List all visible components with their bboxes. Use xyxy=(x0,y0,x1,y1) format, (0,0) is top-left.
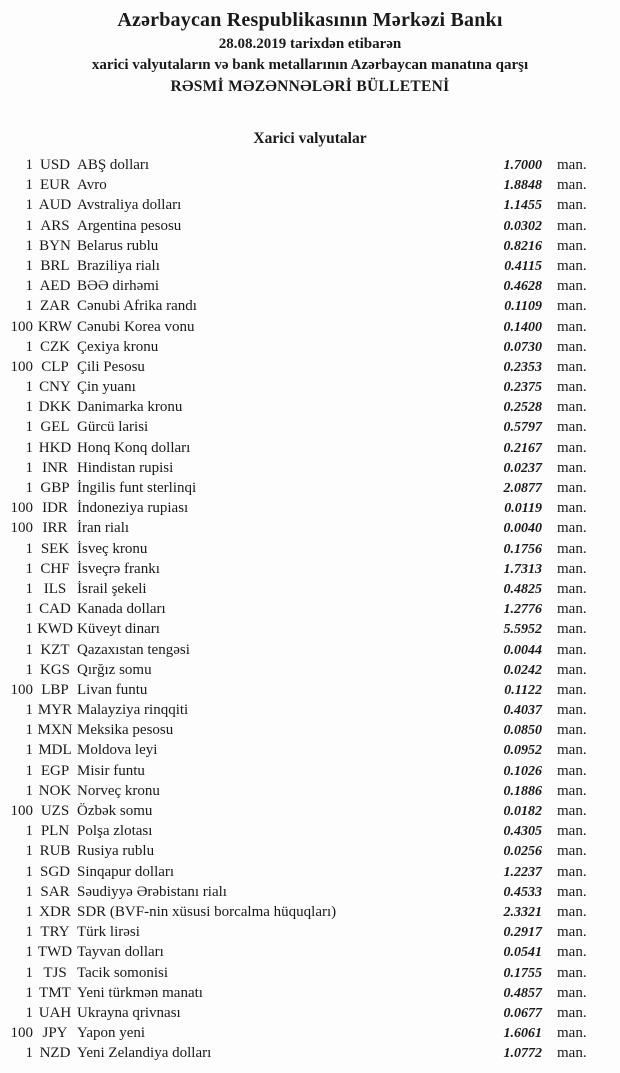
rate-row xyxy=(0,155,620,175)
quantity-cell: 1 xyxy=(25,964,33,981)
currency-code-cell: RUB xyxy=(39,843,71,860)
unit-cell: man. xyxy=(557,318,587,335)
unit-cell: man. xyxy=(557,661,587,678)
currency-name-cell: Yapon yeni xyxy=(77,1025,146,1042)
rate-row xyxy=(0,1003,620,1023)
unit-cell: man. xyxy=(557,702,587,719)
quantity-cell: 1 xyxy=(25,944,33,961)
rate-value-cell: 0.2375 xyxy=(503,380,542,396)
unit-cell: man. xyxy=(557,1045,587,1062)
bank-title: Azərbaycan Respublikasının Mərkəzi Bankı xyxy=(117,9,503,31)
unit-cell: man. xyxy=(557,459,587,476)
rate-value-cell: 0.0850 xyxy=(503,723,542,739)
rate-row xyxy=(0,236,620,256)
unit-cell: man. xyxy=(557,419,587,436)
quantity-cell: 1 xyxy=(25,298,33,315)
rate-value-cell: 0.4857 xyxy=(503,985,542,1001)
rate-row xyxy=(0,518,620,538)
rate-row xyxy=(0,801,620,821)
currency-code-cell: LBP xyxy=(41,681,69,698)
quantity-cell: 1 xyxy=(25,903,33,920)
rate-row xyxy=(0,902,620,922)
currency-code-cell: CNY xyxy=(39,379,71,396)
rate-row xyxy=(0,720,620,740)
rate-value-cell: 0.4628 xyxy=(503,279,542,295)
rate-value-cell: 0.0952 xyxy=(503,743,542,759)
quantity-cell: 1 xyxy=(25,177,33,194)
currency-name-cell: Kanada dolları xyxy=(77,601,166,618)
rate-value-cell: 2.3321 xyxy=(503,904,542,920)
currency-name-cell: Livan funtu xyxy=(77,681,148,698)
currency-code-cell: MXN xyxy=(37,722,73,739)
rate-value-cell: 0.0119 xyxy=(504,501,542,517)
quantity-cell: 1 xyxy=(25,1045,33,1062)
currency-name-cell: Belarus rublu xyxy=(77,237,159,254)
currency-code-cell: MDL xyxy=(38,742,72,759)
currency-code-cell: BRL xyxy=(40,257,70,274)
currency-code-cell: NZD xyxy=(39,1045,71,1062)
rate-value-cell: 0.0730 xyxy=(503,339,542,355)
rate-value-cell: 0.4533 xyxy=(503,884,542,900)
rate-value-cell: 0.1756 xyxy=(503,541,542,557)
rate-value-cell: 0.1109 xyxy=(504,299,542,315)
unit-cell: man. xyxy=(557,237,587,254)
quantity-cell: 1 xyxy=(25,601,33,618)
quantity-cell: 1 xyxy=(25,157,33,173)
currency-code-cell: KWD xyxy=(37,621,73,638)
currency-name-cell: Sinqapur dolları xyxy=(77,863,175,880)
currency-name-cell: Braziliya rialı xyxy=(77,257,160,274)
rate-value-cell: 0.0256 xyxy=(503,844,542,860)
rate-value-cell: 0.0541 xyxy=(503,945,542,961)
unit-cell: man. xyxy=(557,984,587,1001)
unit-cell: man. xyxy=(557,601,587,618)
rate-row xyxy=(0,942,620,962)
quantity-cell: 1 xyxy=(25,762,33,779)
unit-cell: man. xyxy=(557,863,587,880)
currency-name-cell: Küveyt dinarı xyxy=(77,621,160,638)
currency-code-cell: SEK xyxy=(40,540,70,557)
rate-row xyxy=(0,478,620,498)
rate-row xyxy=(0,821,620,841)
section-title-foreign-currencies: Xarici valyutalar xyxy=(253,130,367,147)
rate-value-cell: 1.8848 xyxy=(503,178,542,194)
currency-code-cell: GBP xyxy=(40,480,70,496)
currency-code-cell: MYR xyxy=(37,702,73,719)
quantity-cell: 1 xyxy=(25,540,33,557)
currency-code-cell: XDR xyxy=(39,903,71,920)
unit-cell: man. xyxy=(557,782,587,799)
unit-cell: man. xyxy=(557,298,587,315)
unit-cell: man. xyxy=(557,762,587,779)
currency-name-cell: Çin yuanı xyxy=(77,379,136,396)
currency-code-cell: EUR xyxy=(40,177,70,194)
quantity-cell: 1 xyxy=(25,560,33,577)
quantity-cell: 100 xyxy=(10,358,33,375)
unit-cell: man. xyxy=(557,621,587,638)
rate-row xyxy=(0,317,620,337)
currency-code-cell: PLN xyxy=(40,823,70,840)
currency-name-cell: Honq Konq dolları xyxy=(77,439,191,456)
rate-row xyxy=(0,539,620,559)
rate-value-cell: 0.2353 xyxy=(503,359,542,375)
quantity-cell: 1 xyxy=(25,580,33,597)
rate-row xyxy=(0,337,620,357)
currency-name-cell: Avstraliya dolları xyxy=(77,197,182,214)
currency-name-cell: İsrail şekeli xyxy=(77,580,147,597)
unit-cell: man. xyxy=(557,742,587,759)
quantity-cell: 1 xyxy=(25,641,33,658)
rate-value-cell: 0.0237 xyxy=(503,460,542,476)
rate-value-cell: 2.0877 xyxy=(503,481,542,496)
rate-value-cell: 1.7313 xyxy=(503,561,542,577)
unit-cell: man. xyxy=(557,823,587,840)
quantity-cell: 1 xyxy=(25,661,33,678)
quantity-cell: 1 xyxy=(25,257,33,274)
currency-name-cell: Qırğız somu xyxy=(77,661,152,678)
currency-code-cell: AUD xyxy=(38,197,72,214)
currency-name-cell: Çexiya kronu xyxy=(77,338,159,355)
rate-value-cell: 0.0044 xyxy=(503,642,542,658)
rate-value-cell: 0.0040 xyxy=(503,521,542,537)
currency-name-cell: Misir funtu xyxy=(77,762,145,779)
currency-name-cell: Cənubi Afrika randı xyxy=(77,298,197,315)
currency-code-cell: ZAR xyxy=(40,298,70,315)
rate-value-cell: 0.4825 xyxy=(503,581,542,597)
rate-value-cell: 0.0677 xyxy=(503,1005,542,1021)
rate-row xyxy=(0,963,620,983)
document-header xyxy=(0,6,620,98)
currency-code-cell: IDR xyxy=(42,500,68,517)
currency-name-cell: İsveç kronu xyxy=(77,540,148,557)
rate-value-cell: 1.7000 xyxy=(503,158,542,173)
currency-code-cell: AED xyxy=(39,278,71,295)
unit-cell: man. xyxy=(557,1025,587,1042)
rate-row xyxy=(0,640,620,660)
currency-code-cell: TWD xyxy=(37,944,73,961)
rate-value-cell: 0.5797 xyxy=(503,420,542,436)
quantity-cell: 1 xyxy=(25,621,33,638)
rate-row xyxy=(0,195,620,215)
currency-name-cell: Rusiya rublu xyxy=(77,843,155,860)
currency-name-cell: Moldova leyi xyxy=(77,742,158,759)
rate-row xyxy=(0,296,620,316)
quantity-cell: 1 xyxy=(25,399,33,416)
currency-code-cell: INR xyxy=(42,459,68,476)
unit-cell: man. xyxy=(557,722,587,739)
bulletin-title: RƏSMİ MƏZƏNNƏLƏRİ BÜLLETENİ xyxy=(170,78,450,95)
currency-code-cell: NOK xyxy=(38,782,72,799)
quantity-cell: 1 xyxy=(25,338,33,355)
currency-name-cell: Səudiyyə Ərəbistanı rialı xyxy=(77,883,227,900)
currency-code-cell: SGD xyxy=(39,863,70,880)
rate-row xyxy=(0,498,620,518)
unit-cell: man. xyxy=(557,278,587,295)
rate-value-cell: 0.4115 xyxy=(504,258,542,274)
rate-row xyxy=(0,417,620,437)
currency-code-cell: ARS xyxy=(40,217,70,234)
unit-cell: man. xyxy=(557,358,587,375)
rate-row xyxy=(0,357,620,377)
currency-name-cell: İndoneziya rupiası xyxy=(77,500,189,517)
rate-row xyxy=(0,1043,620,1063)
unit-cell: man. xyxy=(557,681,587,698)
rate-value-cell: 5.5952 xyxy=(503,622,542,638)
rate-row xyxy=(0,983,620,1003)
rate-row xyxy=(0,1023,620,1043)
rate-value-cell: 1.1455 xyxy=(503,198,542,214)
currency-name-cell: Cənubi Korea vonu xyxy=(77,318,195,335)
unit-cell: man. xyxy=(557,500,587,517)
unit-cell: man. xyxy=(557,843,587,860)
currency-name-cell: Argentina pesosu xyxy=(77,217,182,234)
quantity-cell: 1 xyxy=(25,863,33,880)
rate-row xyxy=(0,438,620,458)
unit-cell: man. xyxy=(557,520,587,537)
currency-name-cell: SDR (BVF-nin xüsusi borcalma hüquqları) xyxy=(77,903,337,920)
unit-cell: man. xyxy=(557,803,587,819)
quantity-cell: 100 xyxy=(10,318,33,335)
currency-name-cell: İsveçrə frankı xyxy=(77,560,160,577)
currency-name-cell: Norveç kronu xyxy=(77,782,160,799)
currency-name-cell: Türk lirəsi xyxy=(77,924,140,941)
unit-cell: man. xyxy=(557,883,587,900)
unit-cell: man. xyxy=(557,399,587,416)
quantity-cell: 1 xyxy=(25,823,33,840)
currency-code-cell: ILS xyxy=(43,580,67,597)
quantity-cell: 100 xyxy=(10,681,33,698)
rate-value-cell: 1.6061 xyxy=(503,1026,542,1042)
quantity-cell: 1 xyxy=(25,419,33,436)
currency-name-cell: Özbək somu xyxy=(77,803,153,819)
currency-name-cell: Malayziya rinqqiti xyxy=(77,702,189,719)
unit-cell: man. xyxy=(557,540,587,557)
currency-name-cell: Avro xyxy=(77,177,107,194)
currency-code-cell: BYN xyxy=(39,237,71,254)
currency-name-cell: İran rialı xyxy=(77,520,130,537)
currency-code-cell: EGP xyxy=(40,762,70,779)
currency-code-cell: USD xyxy=(39,157,70,173)
rate-value-cell: 0.1755 xyxy=(503,965,542,981)
rate-value-cell: 1.0772 xyxy=(503,1046,542,1062)
currency-name-cell: Ukrayna qrivnası xyxy=(77,1004,181,1021)
effective-date-line: 28.08.2019 tarixdən etibarən xyxy=(218,36,402,52)
quantity-cell: 100 xyxy=(10,803,33,819)
currency-code-cell: TMT xyxy=(39,984,71,1001)
currency-name-cell: BƏƏ dirhəmi xyxy=(77,278,160,295)
currency-code-cell: CAD xyxy=(39,601,71,618)
rate-value-cell: 0.2167 xyxy=(503,440,542,456)
quantity-cell: 1 xyxy=(25,379,33,396)
currency-name-cell: Gürcü larisi xyxy=(77,419,149,436)
unit-cell: man. xyxy=(557,338,587,355)
quantity-cell: 100 xyxy=(10,500,33,517)
rate-value-cell: 0.1026 xyxy=(503,763,542,779)
currency-code-cell: DKK xyxy=(38,399,72,416)
rate-row xyxy=(0,377,620,397)
quantity-cell: 1 xyxy=(25,197,33,214)
unit-cell: man. xyxy=(557,1004,587,1021)
rate-row xyxy=(0,841,620,861)
rate-value-cell: 1.2237 xyxy=(503,864,542,880)
quantity-cell: 1 xyxy=(25,924,33,941)
rate-value-cell: 0.1122 xyxy=(504,682,542,698)
quantity-cell: 1 xyxy=(25,278,33,295)
rate-row xyxy=(0,559,620,579)
unit-cell: man. xyxy=(557,641,587,658)
currency-code-cell: TJS xyxy=(43,964,67,981)
unit-cell: man. xyxy=(557,580,587,597)
currency-code-cell: KRW xyxy=(37,318,73,335)
unit-cell: man. xyxy=(557,944,587,961)
unit-cell: man. xyxy=(557,157,587,173)
rate-row xyxy=(0,579,620,599)
rates-table xyxy=(0,155,620,1063)
rate-row xyxy=(0,458,620,478)
currency-name-cell: Meksika pesosu xyxy=(77,722,174,739)
rate-row xyxy=(0,599,620,619)
unit-cell: man. xyxy=(557,964,587,981)
unit-cell: man. xyxy=(557,379,587,396)
rate-value-cell: 0.8216 xyxy=(503,238,542,254)
rate-value-cell: 0.1400 xyxy=(503,319,542,335)
currency-name-cell: İngilis funt sterlinqi xyxy=(77,480,197,496)
currency-name-cell: Danimarka kronu xyxy=(77,399,183,416)
rate-value-cell: 0.0302 xyxy=(503,218,542,234)
quantity-cell: 1 xyxy=(25,843,33,860)
unit-cell: man. xyxy=(557,439,587,456)
rate-value-cell: 0.4305 xyxy=(503,824,542,840)
rate-row xyxy=(0,700,620,720)
unit-cell: man. xyxy=(557,197,587,214)
rate-row xyxy=(0,781,620,801)
currency-code-cell: SAR xyxy=(40,883,70,900)
rate-row xyxy=(0,660,620,680)
rate-value-cell: 0.2528 xyxy=(503,400,542,416)
unit-cell: man. xyxy=(557,903,587,920)
currency-code-cell: JPY xyxy=(42,1025,68,1042)
rate-row xyxy=(0,397,620,417)
unit-cell: man. xyxy=(557,177,587,194)
quantity-cell: 100 xyxy=(10,1025,33,1042)
rate-row xyxy=(0,761,620,781)
currency-name-cell: Çili Pesosu xyxy=(77,358,145,375)
subject-line: xarici valyutaların və bank metallarının Azərbaycan manatına qarşı xyxy=(91,57,529,73)
unit-cell: man. xyxy=(557,480,587,496)
currency-name-cell: Hindistan rupisi xyxy=(77,459,174,476)
rate-row xyxy=(0,256,620,276)
rate-value-cell: 1.2776 xyxy=(503,602,542,618)
currency-name-cell: Tayvan dolları xyxy=(77,944,164,961)
currency-name-cell: Polşa zlotası xyxy=(77,823,153,840)
quantity-cell: 1 xyxy=(25,722,33,739)
rate-value-cell: 0.0242 xyxy=(503,662,542,678)
quantity-cell: 1 xyxy=(25,459,33,476)
quantity-cell: 1 xyxy=(25,1004,33,1021)
rate-row xyxy=(0,740,620,760)
currency-name-cell: Yeni Zelandiya dolları xyxy=(77,1045,212,1062)
rate-value-cell: 0.0182 xyxy=(503,804,542,819)
unit-cell: man. xyxy=(557,924,587,941)
rate-row xyxy=(0,276,620,296)
currency-code-cell: IRR xyxy=(42,520,68,537)
quantity-cell: 1 xyxy=(25,217,33,234)
currency-code-cell: HKD xyxy=(38,439,72,456)
quantity-cell: 1 xyxy=(25,702,33,719)
quantity-cell: 1 xyxy=(25,237,33,254)
quantity-cell: 1 xyxy=(25,883,33,900)
currency-code-cell: KGS xyxy=(39,661,70,678)
currency-code-cell: CHF xyxy=(40,560,70,577)
rate-row xyxy=(0,680,620,700)
currency-code-cell: KZT xyxy=(40,641,70,658)
rate-value-cell: 0.1886 xyxy=(503,783,542,799)
quantity-cell: 1 xyxy=(25,984,33,1001)
rate-value-cell: 0.4037 xyxy=(503,703,542,719)
rate-row xyxy=(0,175,620,195)
rate-row xyxy=(0,216,620,236)
currency-code-cell: CLP xyxy=(41,358,69,375)
unit-cell: man. xyxy=(557,257,587,274)
currency-code-cell: UAH xyxy=(38,1004,72,1021)
unit-cell: man. xyxy=(557,560,587,577)
quantity-cell: 100 xyxy=(10,520,33,537)
currency-name-cell: Tacik somonisi xyxy=(77,964,169,981)
currency-name-cell: ABŞ dolları xyxy=(77,157,150,173)
currency-code-cell: GEL xyxy=(40,419,70,436)
currency-code-cell: UZS xyxy=(40,803,70,819)
currency-name-cell: Yeni türkmən manatı xyxy=(77,984,203,1001)
quantity-cell: 1 xyxy=(25,480,33,496)
currency-code-cell: TRY xyxy=(40,924,70,941)
quantity-cell: 1 xyxy=(25,782,33,799)
rate-row xyxy=(0,882,620,902)
currency-code-cell: CZK xyxy=(40,338,70,355)
quantity-cell: 1 xyxy=(25,742,33,759)
unit-cell: man. xyxy=(557,217,587,234)
quantity-cell: 1 xyxy=(25,439,33,456)
rate-row xyxy=(0,922,620,942)
rate-value-cell: 0.2917 xyxy=(503,925,542,941)
currency-name-cell: Qazaxıstan tengəsi xyxy=(77,641,190,658)
rate-row xyxy=(0,862,620,882)
rate-row xyxy=(0,619,620,639)
